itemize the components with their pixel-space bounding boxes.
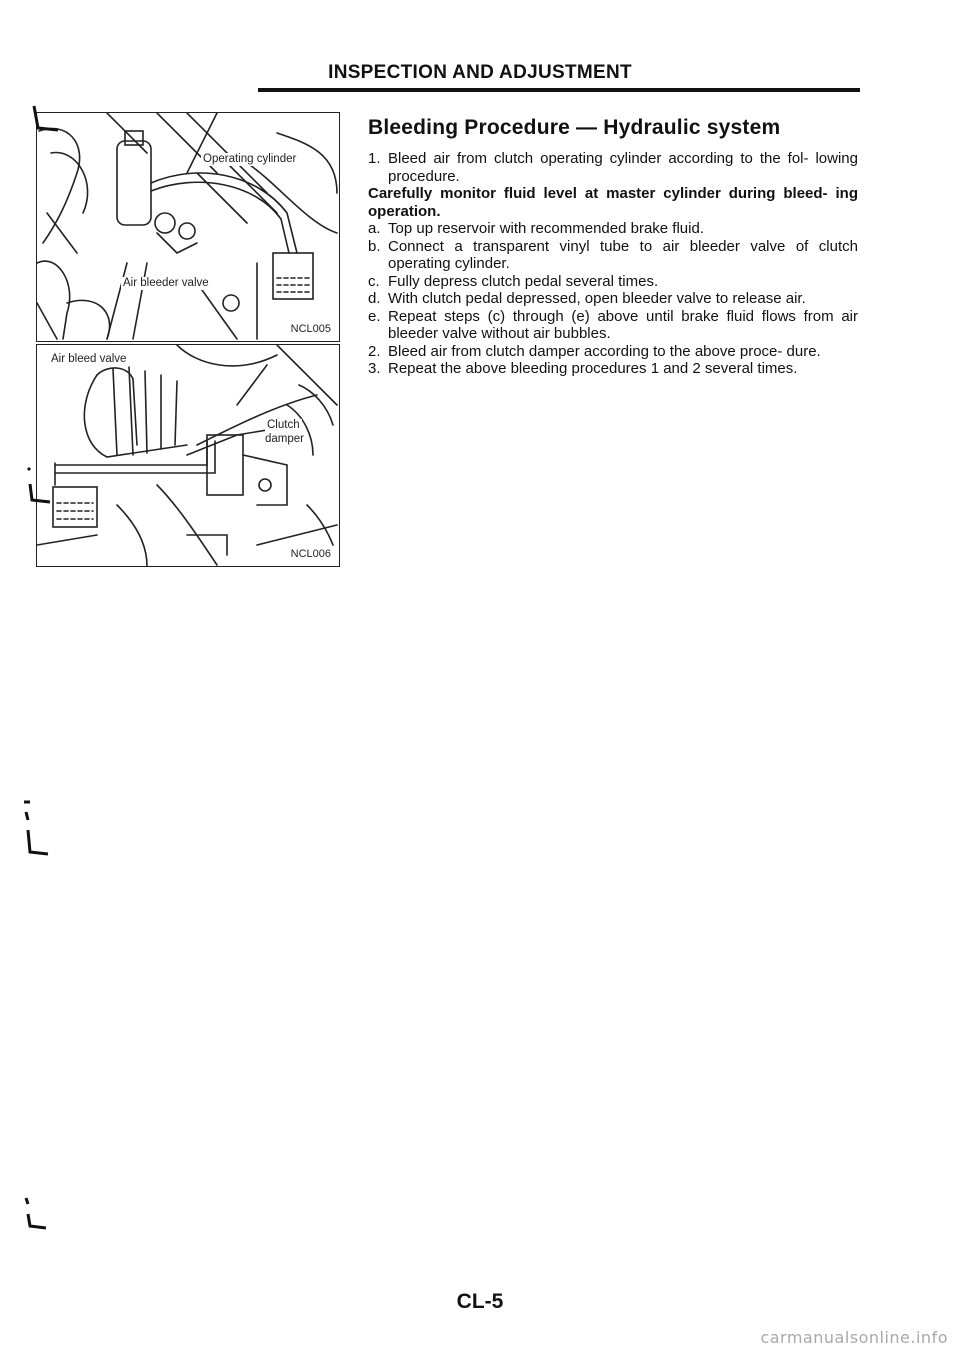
step-marker: e. (368, 307, 381, 325)
step-marker: b. (368, 237, 381, 255)
step-marker: a. (368, 220, 381, 237)
operating-cylinder-illustration (37, 113, 339, 341)
procedure-step (368, 343, 858, 361)
procedure-step (368, 290, 858, 308)
procedure-step (368, 238, 858, 273)
label-air-bleeder-valve: Air bleeder valve (123, 277, 209, 289)
warning-text: Carefully monitor fluid level at master cylinder during bleed- ing operation. (368, 185, 858, 220)
step-text: Top up reservoir with recommended brake fluid. (388, 220, 704, 237)
label-air-bleed-valve: Air bleed valve (51, 353, 127, 365)
step-text: Repeat steps (c) through (e) above until brake fluid flows from air bleeder valve without air bubbles. (388, 307, 858, 342)
step-marker: c. (368, 272, 380, 290)
step-text: Bleed air from clutch damper according to the above proce- dure. (388, 342, 821, 360)
step-text: Bleed air from clutch operating cylinder according to the fol- lowing procedure. (388, 150, 858, 185)
figure-clutch-damper (36, 344, 340, 567)
procedure-step (368, 360, 858, 378)
step-text: With clutch pedal depressed, open bleeder valve to release air. (388, 290, 806, 307)
label-damper: damper (265, 433, 304, 445)
step-text: Connect a transparent vinyl tube to air bleeder valve of clutch operating cylinder. (388, 237, 858, 272)
label-clutch: Clutch (267, 419, 300, 431)
clutch-damper-illustration (37, 345, 339, 566)
procedure-step (368, 273, 858, 291)
figure-operating-cylinder (36, 112, 340, 342)
watermark: carmanualsonline.info (760, 1328, 948, 1347)
procedure-step (368, 308, 858, 343)
step-text: Fully depress clutch pedal several times. (388, 272, 659, 290)
figure-code: NCL005 (290, 323, 331, 335)
step-marker: 3. (368, 360, 381, 377)
procedure-step (368, 150, 858, 185)
corner-mark (30, 104, 60, 134)
procedure-step (368, 220, 858, 238)
corner-mark (20, 800, 50, 860)
step-text: Repeat the above bleeding procedures 1 and 2 several times. (388, 360, 798, 377)
page-number: CL-5 (456, 1290, 504, 1313)
step-marker: 1. (368, 150, 381, 167)
step-marker: 2. (368, 342, 381, 360)
label-operating-cylinder: Operating cylinder (203, 153, 297, 165)
section-title: Bleeding Procedure — Hydraulic system (368, 116, 781, 139)
corner-mark (22, 466, 52, 506)
corner-mark (20, 1196, 50, 1236)
procedure-text (368, 150, 858, 378)
page-header-title: INSPECTION AND ADJUSTMENT (328, 62, 632, 83)
header-rule (258, 88, 860, 92)
step-marker: d. (368, 290, 381, 307)
figure-code: NCL006 (290, 548, 331, 560)
